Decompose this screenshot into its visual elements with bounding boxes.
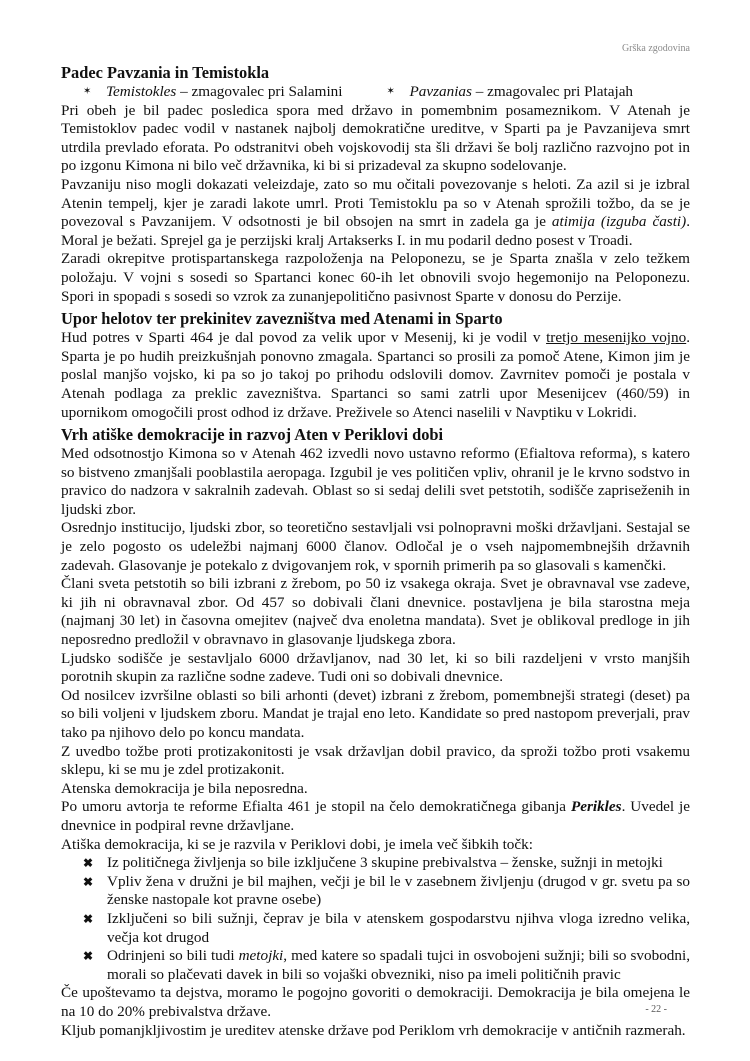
paragraph: Osrednjo institucijo, ljudski zbor, so teoretično sestavljali vsi polnopravni moški državljani. Sestajal se je zelo pogosto os udeležbi najmanj 6000 članov. Odločal je o vseh najpomembnejših državnih zadevah. Glasovanje je potekalo z dvigovanjem rok, v spornih primerih pa so glasovali s kamenčki.	[61, 519, 690, 574]
list-item	[387, 83, 691, 102]
paragraph	[61, 176, 690, 250]
bullet-name: Pavzanias	[409, 83, 472, 100]
bullet-name: Temistokles	[106, 83, 177, 100]
weak-points-list	[61, 854, 690, 984]
list-item	[83, 910, 690, 947]
x-bullet-icon: ✖	[83, 911, 94, 926]
paragraph	[61, 798, 690, 835]
underlined-term: tretjo mesenijko vojno	[546, 329, 687, 347]
text-run: Odrinjeni so bili tudi	[107, 947, 239, 965]
paragraph	[61, 329, 690, 422]
list-item-text: Izključeni so bili sužnji, čeprav je bila v atenskem gospodarstvu njihva vloga izredno velika, večja kot drugod	[107, 909, 690, 946]
italic-term: metojki	[238, 947, 284, 965]
paragraph: Od nosilcev izvršilne oblasti so bili arhonti (devet) izbrani z žrebom, pomembnejši strategi (deset) pa so bili voljeni v ljudskem zboru. Mandat je trajal eno leto. Kandidate so pred nastopom preverjali, prav tako pa njihovo delo po koncu mandata.	[61, 686, 690, 741]
text-run: . Uvedel je dnevnice in podpiral revne državljane.	[61, 798, 690, 834]
paragraph: Ljudsko sodišče je sestavljalo 6000 državljanov, nad 30 let, ki so bili razdeljeni v vrsto manjših porotnih skupin za različne sodne zadeve. Tudi oni so dobivali dnevnice.	[61, 649, 690, 686]
x-bullet-icon: ✖	[83, 856, 94, 871]
paragraph: Atenska demokracija je bila neposredna.	[61, 779, 308, 797]
text-run: . Sparta je po hudih preizkušnjah ponovno zmagala. Spartanci so prosili za pomoč Atene, Kimon jim je poslal manjšo vojsko, ki pa so jo takoj po prihodu odslovili domov. Zavrnitev pomoči je postala v Atenah podlaga za preklic zavezništva. Spartanci so sami zatrli upor Mesenijcev (460/59) in upornikom omogočili prost odhod iz države. Preživele so Atenci naselili v Navptiku v Lokridi.	[61, 329, 690, 421]
section-title-pavzanias: Padec Pavzania in Temistokla	[61, 63, 270, 82]
paragraph: Med odsotnostjo Kimona so v Atenah 462 izvedli novo ustavno reformo (Efialtova reforma), s katero so bistveno zmanjšali pooblastila aeropaga. Izgubil je ves političen vpliv, ohranil je le krvno sodstvo in pravico do nadzora v sakralnih zadevah. Oblast so si sedaj delili svet petstotih, sodišče zapriseženih in ljudski zbor.	[61, 445, 690, 518]
page-number: - 22 -	[645, 1004, 667, 1015]
paragraph: Z uvedbo tožbe proti protizakonitosti je vsak državljan dobil pravico, da sproži tožbo proti vsakemu sklepu, ki se mu je zdel protizakonit.	[61, 742, 690, 779]
bullet-text: – zmagovalec pri Platajah	[471, 83, 634, 100]
text-run: Po umoru avtorja te reforme Efialta 461 je stopil na čelo demokratičnega gibanja	[61, 798, 571, 816]
document-body	[61, 63, 690, 1040]
section-title-helots: Upor helotov ter prekinitev zavezništva med Atenami in Sparto	[61, 309, 503, 329]
list-item	[83, 873, 690, 910]
text-run: . Moral je bežati. Sprejel ga je perzijski kralj Artakserks I. in mu podaril dedno posest v Troadi.	[61, 213, 691, 249]
italic-term: atimija (izguba časti)	[551, 213, 687, 231]
list-item-text: Vpliv žena v družni je bil majhen, večji je bil le v zasebnem življenju (drugod v gr. svetu pa so ženske nastopale kot pravne osebe)	[107, 872, 690, 909]
list-item	[83, 854, 690, 873]
running-header: Grška zgodovina	[621, 43, 690, 54]
star-bullet-icon: ✶	[83, 86, 92, 97]
text-run: , med katere so spadali tujci in osvobojeni sužnji; bili so svobodni, morali so plačevati davek in bili so vojaški obvezniki, niso pa imeli političnih pravic	[107, 947, 691, 983]
paragraph: Zaradi okrepitve protispartanskega razpoloženja na Peloponezu, se je Sparta znašla v zelo težkem položaju. V vojni s sosedi so Spartanci konec 60-ih let obnovili svojo hegemonijo na Peloponezu. Spori in spopadi s sosedi so vzrok za zunanjepolitično pasivnost Sparte v donosu do Perzije.	[61, 250, 690, 305]
paragraph: Atiška demokracija, ki se je razvila v Periklovi dobi, je imela več šibkih točk:	[61, 835, 533, 853]
paragraph: Pri obeh je bil padec posledica spora med državo in pomembnim posameznikom. V Atenah je Temistoklov padec vodil v nastanek najbolj demokratične ureditve, v Sparti pa je Pavzanijeva smrt utrdila prevlado eforata. Po odstranitvi obeh vojskovodij sta šli državi še bolj različno razvojno pot in po izgonu Kimona ni bilo več državnika, ki bi si prizadeval za skupno sodelovanje.	[61, 101, 690, 175]
bullet-row	[61, 83, 690, 102]
x-bullet-icon: ✖	[83, 949, 94, 964]
paragraph: Kljub pomanjkljivostim je ureditev atenske države pod Periklom vrh demokracije v antičnih razmerah.	[61, 1021, 686, 1039]
x-bullet-icon: ✖	[83, 874, 94, 889]
list-item	[83, 947, 690, 984]
list-item-text: Iz političnega življenja so bile izključene 3 skupine prebivalstva – ženske, sužnji in metojki	[107, 854, 663, 872]
star-bullet-icon: ✶	[386, 86, 395, 97]
paragraph: Če upoštevamo ta dejstva, moramo le pogojno govoriti o demokraciji. Demokracija je bila omejena le na 10 do 20% prebivalstva države.	[61, 984, 690, 1020]
text-run: Hud potres v Sparti 464 je dal povod za velik upor v Mesenij, ki je vodil v	[61, 329, 547, 347]
bullet-text: – zmagovalec pri Salamini	[176, 83, 343, 100]
list-item-text	[107, 947, 690, 984]
paragraph: Člani sveta petstotih so bili izbrani z žrebom, po 50 iz vsakega okraja. Svet je obravnaval vse zadeve, ki jih ni obravnaval zbor. Od 457 so dobivali člani dnevnice. postavljena je bila starostna meja (najmanj 30 let) in časovna omejitev (največ dva enoletna mandata). Svet je oblikoval predloge in jih neposredno predložil v obravnavo in glasovanje ljudskega zbora.	[61, 575, 690, 649]
list-item	[83, 83, 387, 102]
text-run: Pavzaniju niso mogli dokazati veleizdaje, zato so mu očitali povezovanje s heloti. Za azil si je izbral Atenin tempelj, kjer je zaradi lakote umrl. Proti Temistoklu pa so v Atenah sprožili tožbo, da se je povezoval s Pavzanijem. V odsotnosti je bil obsojen na smrt in zadela ga je	[61, 175, 690, 231]
bold-italic-term: Perikles	[570, 798, 622, 816]
section-title-democracy: Vrh atiške demokracije in razvoj Aten v Periklovi dobi	[61, 425, 444, 445]
